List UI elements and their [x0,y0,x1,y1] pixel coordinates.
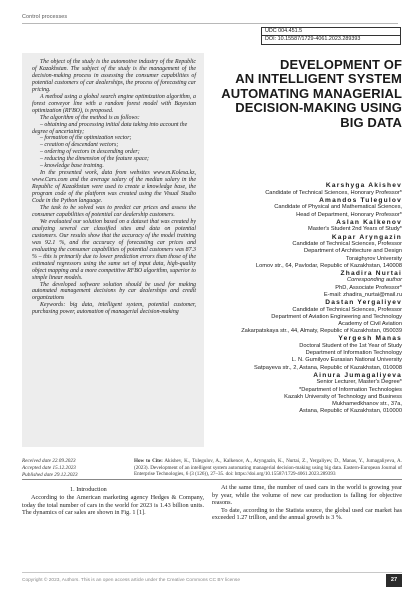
publication-dates [22,458,122,479]
author-affiliation: PhD, Associate Professor* [335,284,402,291]
author-block [212,299,402,335]
author-affiliation: Candidate of Technical Sciences, Professor [292,241,402,248]
section-heading: 1. Introduction [70,486,107,493]
author-block [212,372,402,416]
citation-block [134,458,402,478]
author-affiliation: Senior Lecturer, Master's Degree* [316,379,402,386]
author-address: Lomov str., 64, Pavlodar, Republic of Kazakhstan, 140008 [255,262,402,269]
author-affiliation: Toraighyrov University [346,255,402,262]
author-name: Kapar Aryngazin [331,233,402,241]
running-header: Control processes [22,14,68,20]
author-address: Astana, Republic of Kazakhstan, 010000 [299,408,402,415]
section-divider [22,479,402,480]
author-name: Dastan Yergaliyev [325,299,402,307]
title-line: BIG DATA [340,114,402,130]
corresponding-author-label: Corresponding author [346,277,402,284]
page-number: 27 [386,574,402,587]
body-paragraph: At the same time, the number of used cars in the world is growing year by year, while the volume of new car production is falling for objective reasons. [212,484,402,507]
abstract-list-item: – obtaining and processing initial data taking into account the degree of uncertainty; [32,121,188,135]
accepted-date: Accepted date 15.12.2023 [22,465,76,471]
author-block [212,335,402,371]
abstract-list-item: – knowledge base training. [40,163,104,170]
abstract-paragraph: The object of the study is the automotive industry of the Republic of Kazakhstan. The subject of the study is the management of the decision-making process in assessing the consumer capabilities of potential customers of car dealerships, the process of forecasting car pricing. [32,59,196,93]
author-affiliation: *Department of Information Technologies [299,386,402,393]
header-divider [22,23,398,24]
author-affiliation: Head of Department, Honorary Professor* [296,211,402,218]
author-name: Zhadira Nurtai [340,269,402,277]
abstract-list-item: – creation of descendant vectors; [40,142,119,149]
author-name: Ainura Jumagaliyeva [313,371,402,379]
citation-label: How to Cite: [134,458,163,464]
published-date: Published date 29.12.2023 [22,472,78,478]
body-paragraph: To date, according to the Statista source, the global used car market has exceeded 1.27 trillion, and the annual growth is 3 %. [212,506,402,522]
author-address: Mukhamedkhanov str., 37a, [332,400,402,407]
paper-title [212,58,402,130]
author-affiliation: Kazakh University of Technology and Business [284,393,402,400]
author-list [212,182,402,415]
body-column-right [212,484,402,522]
received-date: Received date 22.09.2023 [22,458,76,464]
author-affiliation: Department of Aviation Engineering and Technology [271,313,402,320]
author-affiliation: Candidate of Technical Sciences, Professor [292,306,402,313]
author-affiliation: Academy of Civil Aviation [338,321,402,327]
doi-link[interactable]: DOI: 10.15587/1729-4061.2023.289393 [261,36,401,44]
author-affiliation: Master's Student 2nd Years of Study* [307,226,402,233]
title-line: DECISION-MAKING USING [235,100,402,116]
citation-text: Akishev, K., Tulegulov, A., Kalkenov, A., Aryngazin, K., Nurtai, Z., Yergaliyev, D., Manas, Y., Jumagaliyeva, A. (2023). Development of an intelligent system automating managerial decision-making using big data. Eastern-European Journal of Enterprise Technologies, 6 (3 (126)), 27–35. doi: https://doi.org/10.15587/1729-4061.2023.289393 [134,458,402,478]
abstract-paragraph: The algorithm of the method is as follows: [40,114,140,121]
body-column-left [22,494,204,517]
author-block [212,234,402,270]
author-name: Karshyga Akishev [325,182,402,189]
abstract-paragraph: The developed software solution should be used for making automated management decisions by car dealerships and credit organizations [32,281,196,302]
author-affiliation: Department of Architecture and Design [303,248,402,255]
author-block [212,270,402,299]
title-line: AN INTELLIGENT SYSTEM [235,71,402,87]
author-address: Satpayeva str., 2, Astana, Republic of Kazakhstan, 010008 [254,364,402,371]
footer-divider [22,572,402,573]
abstract-paragraph: The task to be solved was to predict car prices and assess the consumer capabilities of potential car dealership customers. [32,205,196,218]
author-affiliation: Department of Information Technology [305,350,402,357]
author-block [212,197,402,219]
abstract-list-item: – ordering of vectors in descending order; [40,149,140,156]
author-affiliation: Candidate of Physical and Mathematical Sciences, [274,204,402,211]
author-affiliation: Doctoral Student of the 1st Year of Study [299,342,402,349]
copyright-notice: Copyright © 2023, Authors. This is an open access article under the Creative Commons CC BY license [22,578,240,583]
identifier-box [261,27,401,45]
author-block [212,182,402,197]
author-name: Yergesh Manas [338,335,402,343]
abstract-paragraph: A method using a global search engine optimization algorithm, a forest conveyor line with a random forest model with Bayesian optimization (RFBO), is proposed. [32,93,196,114]
abstract-box [22,53,204,447]
author-email[interactable]: E-mail: zhadira_nurtai@mail.ru [323,291,402,298]
author-name: Aslan Kalkenov [336,218,402,226]
author-affiliation: L. N. Gumilyov Eurasian National University [291,357,402,364]
body-paragraph: According to the American marketing agency Hedges & Company, today the total number of cars in the world for 2023 is 1.43 billion units. The dynamics of car sales are shown in Fig. 1 [1]. [22,494,204,517]
author-name: Amandos Tulegulov [319,196,402,204]
abstract-list-item: – formation of the optimization vector; [40,135,132,142]
title-line: AUTOMATING MANAGERIAL [221,85,402,101]
abstract-paragraph: We evaluated our solution based on a dataset that was created by analyzing several car classified sites and data on potential customers. Our results show that the accuracy of the model training was 92.1 %, and the accuracy of forecasting car prices and evaluating the consumer capabilities of potential customers was 87.3 % – this is primarily due to lower prediction errors than those of the estimated regressors using the same set of input data, high-quality object mapping and a more competitive RFBO algorithm, superior to simple linear models. [32,218,196,281]
abstract-list-item: – reducing the dimension of the feature space; [40,156,150,163]
abstract-paragraph: In the presented work, data from websites www.m.Kolesa.kz, www.Cars.com and the average salary of the median salary in the Republic of Kazakhstan were used to create a knowledge base, the program code of the platform was created using the Visual Studio Code in the Python language. [32,170,196,205]
author-address: Zakarpatskaya str., 44, Almaty, Republic of Kazakhstan, 050039 [241,328,402,335]
keywords: Keywords: big data, intelligent system, potential customer, purchasing power, automation of managerial decision-making [32,302,196,316]
udc-code: UDC 004.451.5 [261,27,401,36]
title-line: DEVELOPMENT OF [279,57,402,72]
author-block [212,219,402,234]
author-affiliation: Candidate of Technical Sciences, Honorary Professor* [265,189,402,196]
